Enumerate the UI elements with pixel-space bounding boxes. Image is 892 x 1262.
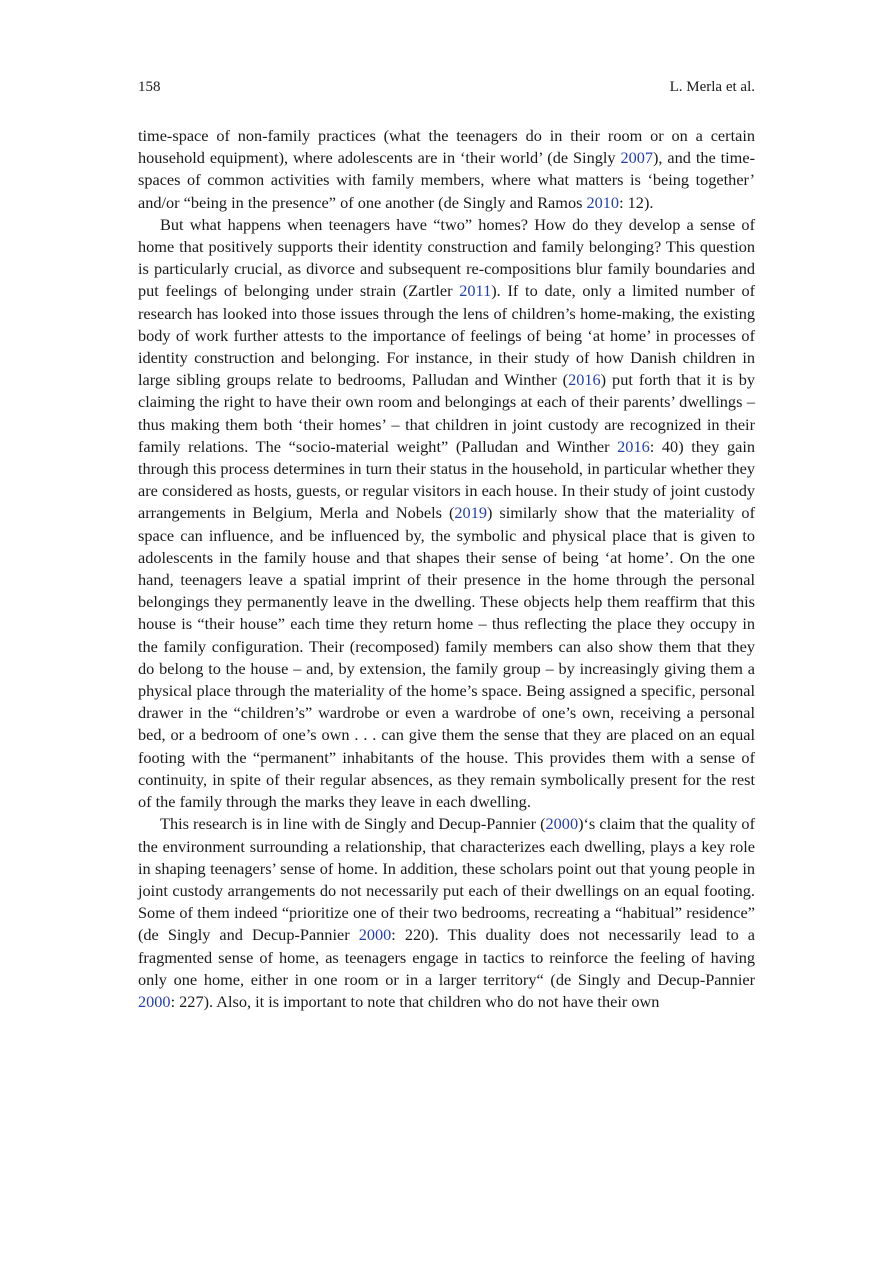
paragraph-text: : 12).	[619, 192, 654, 212]
paragraph-text: : 220). This duality does not necessarily lead to a fragmented sense of home, as teenagers engage in tactics to reinforce the feeling of having only one home, either in one room or in a larger territory“ (de Singly and Decup-Pannier	[138, 925, 756, 989]
paragraph	[138, 125, 755, 214]
paragraph-text: ), and the time-spaces of common activities with family members, where what matters is ‘being together’ and/or “being in the presence” of one another (de Singly and Ramos	[138, 148, 755, 212]
paragraph-text: ). If to date, only a limited number of research has looked into those issues through the lens of children’s home-making, the existing body of work further attests to the importance of feelings of being ‘at home’ in processes of identity construction and belonging. For instance, in their study of how Danish children in large sibling groups relate to bedrooms, Palludan and Winther (	[138, 281, 756, 390]
paragraph-text: )‘s claim that the quality of the environment surrounding a relationship, that characterizes each dwelling, plays a key role in shaping teenagers’ sense of home. In addition, these scholars point out that young people in joint custody arrangements do not necessarily put each of their dwellings on an equal footing. Some of them indeed “prioritize one of their two bedrooms, recreating a “habitual” residence” (de Singly and Decup-Pannier	[138, 814, 755, 945]
paragraph	[138, 214, 755, 813]
paragraph-text: ) similarly show that the materiality of space can influence, and be influenced by, the symbolic and physical place that is given to adolescents in the family house and that shapes their sense of being ‘at home’. On the one hand, teenagers leave a spatial imprint of their presence in the home through the personal belongings they permanently leave in the dwelling. These objects help them reaffirm that this house is “their house” each time they return home – thus reflecting the place they occupy in the family configuration. Their (recomposed) family members can also show them that they do belong to the house – and, by extension, the family group – by increasingly giving them a physical place through the materiality of the home’s space. Being assigned a specific, personal drawer in the “children’s” wardrobe or even a wardrobe of one’s own, receiving a personal bed, or a bedroom of one’s own . . . can give them the sense that they are placed on an equal footing with the “permanent” inhabitants of the house. This provides them with a sense of continuity, in spite of their regular absences, as they remain symbolically present for the rest of the family through the marks they leave in each dwelling.	[138, 503, 755, 812]
paragraph-text: time-space of non-family practices (what the teenagers do in their room or on a certain household equipment), where adolescents are in ‘their world’ (de Singly	[138, 126, 755, 168]
citation-link[interactable]: 2010	[586, 192, 620, 212]
paragraph-text: : 40) they gain through this process determines in turn their status in the household, in particular whether they are considered as hosts, guests, or regular visitors in each house. In their study of joint custody arrangements in Belgium, Merla and Nobels (	[138, 436, 755, 523]
citation-link[interactable]: 2007	[620, 148, 653, 168]
citation-link[interactable]: 2019	[454, 503, 487, 523]
running-author: L. Merla et al.	[669, 79, 755, 95]
paragraph-text: But what happens when teenagers have “two” homes? How do they develop a sense of home that positively supports their identity construction and family belonging? This question is particularly crucial, as divorce and subsequent re-compositions blur family boundaries and put feelings of belonging under strain (Zartler	[138, 214, 755, 301]
paragraph-text: ) put forth that it is by claiming the right to have their own room and belongings at each of their parents’ dwellings – thus making them both ‘their homes’ – that children in joint custody are recognized in their family relations. The “socio-material weight” (Palludan and Winther	[138, 370, 755, 456]
citation-link[interactable]: 2016	[568, 370, 601, 390]
citation-link[interactable]: 2016	[617, 436, 650, 456]
body-text	[138, 125, 755, 1013]
citation-link[interactable]: 2000	[138, 991, 171, 1011]
page-number: 158	[138, 79, 161, 95]
citation-link[interactable]: 2000	[358, 925, 392, 945]
paragraph-text: : 227). Also, it is important to note that children who do not have their own	[170, 991, 660, 1011]
paragraph	[138, 813, 755, 1013]
paragraph-text: This research is in line with de Singly and Decup-Pannier (	[160, 814, 546, 834]
citation-link[interactable]: 2011	[459, 281, 492, 301]
citation-link[interactable]: 2000	[545, 814, 579, 834]
